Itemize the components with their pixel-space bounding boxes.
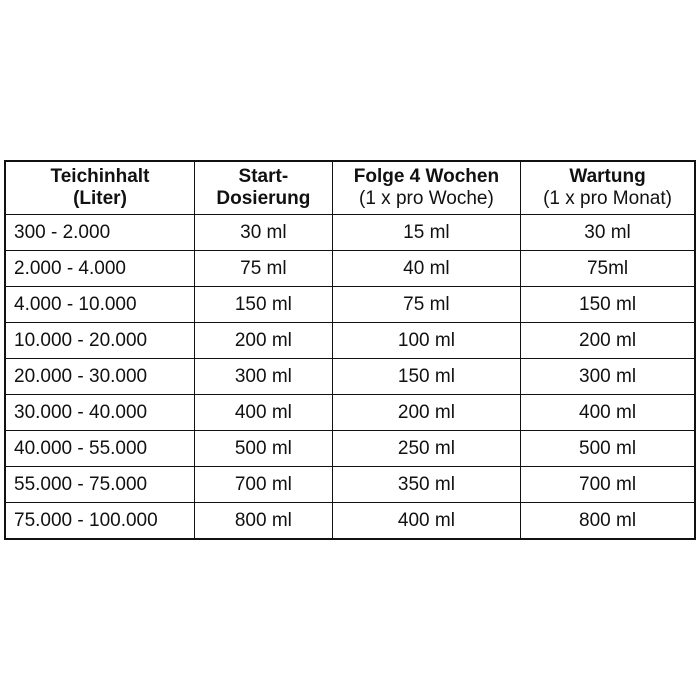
cell-follow-up: 250 ml bbox=[332, 431, 520, 467]
cell-volume: 10.000 - 20.000 bbox=[5, 323, 194, 359]
cell-maintenance: 200 ml bbox=[521, 323, 695, 359]
cell-follow-up: 350 ml bbox=[332, 467, 520, 503]
header-line2: (Liter) bbox=[73, 188, 127, 209]
cell-maintenance: 500 ml bbox=[521, 431, 695, 467]
header-follow-up bbox=[332, 161, 520, 215]
cell-start-dose: 800 ml bbox=[194, 503, 332, 540]
cell-start-dose: 700 ml bbox=[194, 467, 332, 503]
cell-follow-up: 40 ml bbox=[332, 251, 520, 287]
dosage-table bbox=[4, 160, 696, 540]
header-line2: Dosierung bbox=[216, 188, 311, 209]
cell-maintenance: 150 ml bbox=[521, 287, 695, 323]
cell-follow-up: 150 ml bbox=[332, 359, 520, 395]
cell-maintenance: 700 ml bbox=[521, 467, 695, 503]
cell-follow-up: 75 ml bbox=[332, 287, 520, 323]
cell-volume: 55.000 - 75.000 bbox=[5, 467, 194, 503]
header-line1: Teichinhalt bbox=[50, 166, 150, 187]
table-row bbox=[5, 359, 695, 395]
cell-maintenance: 30 ml bbox=[521, 215, 695, 251]
cell-follow-up: 400 ml bbox=[332, 503, 520, 540]
cell-start-dose: 500 ml bbox=[194, 431, 332, 467]
cell-maintenance: 300 ml bbox=[521, 359, 695, 395]
cell-start-dose: 75 ml bbox=[194, 251, 332, 287]
cell-start-dose: 150 ml bbox=[194, 287, 332, 323]
header-line2: (1 x pro Monat) bbox=[543, 188, 672, 209]
header-pond-volume bbox=[5, 161, 194, 215]
header-line2: (1 x pro Woche) bbox=[359, 188, 494, 209]
cell-start-dose: 200 ml bbox=[194, 323, 332, 359]
cell-volume: 40.000 - 55.000 bbox=[5, 431, 194, 467]
cell-volume: 30.000 - 40.000 bbox=[5, 395, 194, 431]
table-row bbox=[5, 503, 695, 540]
cell-volume: 75.000 - 100.000 bbox=[5, 503, 194, 540]
cell-maintenance: 800 ml bbox=[521, 503, 695, 540]
cell-volume: 2.000 - 4.000 bbox=[5, 251, 194, 287]
cell-follow-up: 200 ml bbox=[332, 395, 520, 431]
cell-follow-up: 15 ml bbox=[332, 215, 520, 251]
cell-start-dose: 300 ml bbox=[194, 359, 332, 395]
header-line1: Wartung bbox=[569, 166, 646, 187]
table-row bbox=[5, 395, 695, 431]
cell-volume: 4.000 - 10.000 bbox=[5, 287, 194, 323]
header-start-dose bbox=[194, 161, 332, 215]
table-row bbox=[5, 467, 695, 503]
header-line1: Start- bbox=[238, 166, 289, 187]
table-row bbox=[5, 287, 695, 323]
header-maintenance bbox=[521, 161, 695, 215]
table-row bbox=[5, 431, 695, 467]
cell-volume: 300 - 2.000 bbox=[5, 215, 194, 251]
cell-maintenance: 400 ml bbox=[521, 395, 695, 431]
table-row bbox=[5, 323, 695, 359]
cell-start-dose: 30 ml bbox=[194, 215, 332, 251]
cell-start-dose: 400 ml bbox=[194, 395, 332, 431]
table-row bbox=[5, 251, 695, 287]
table-row bbox=[5, 215, 695, 251]
cell-follow-up: 100 ml bbox=[332, 323, 520, 359]
cell-maintenance: 75ml bbox=[521, 251, 695, 287]
header-line1: Folge 4 Wochen bbox=[353, 166, 500, 187]
header-row bbox=[5, 161, 695, 215]
cell-volume: 20.000 - 30.000 bbox=[5, 359, 194, 395]
